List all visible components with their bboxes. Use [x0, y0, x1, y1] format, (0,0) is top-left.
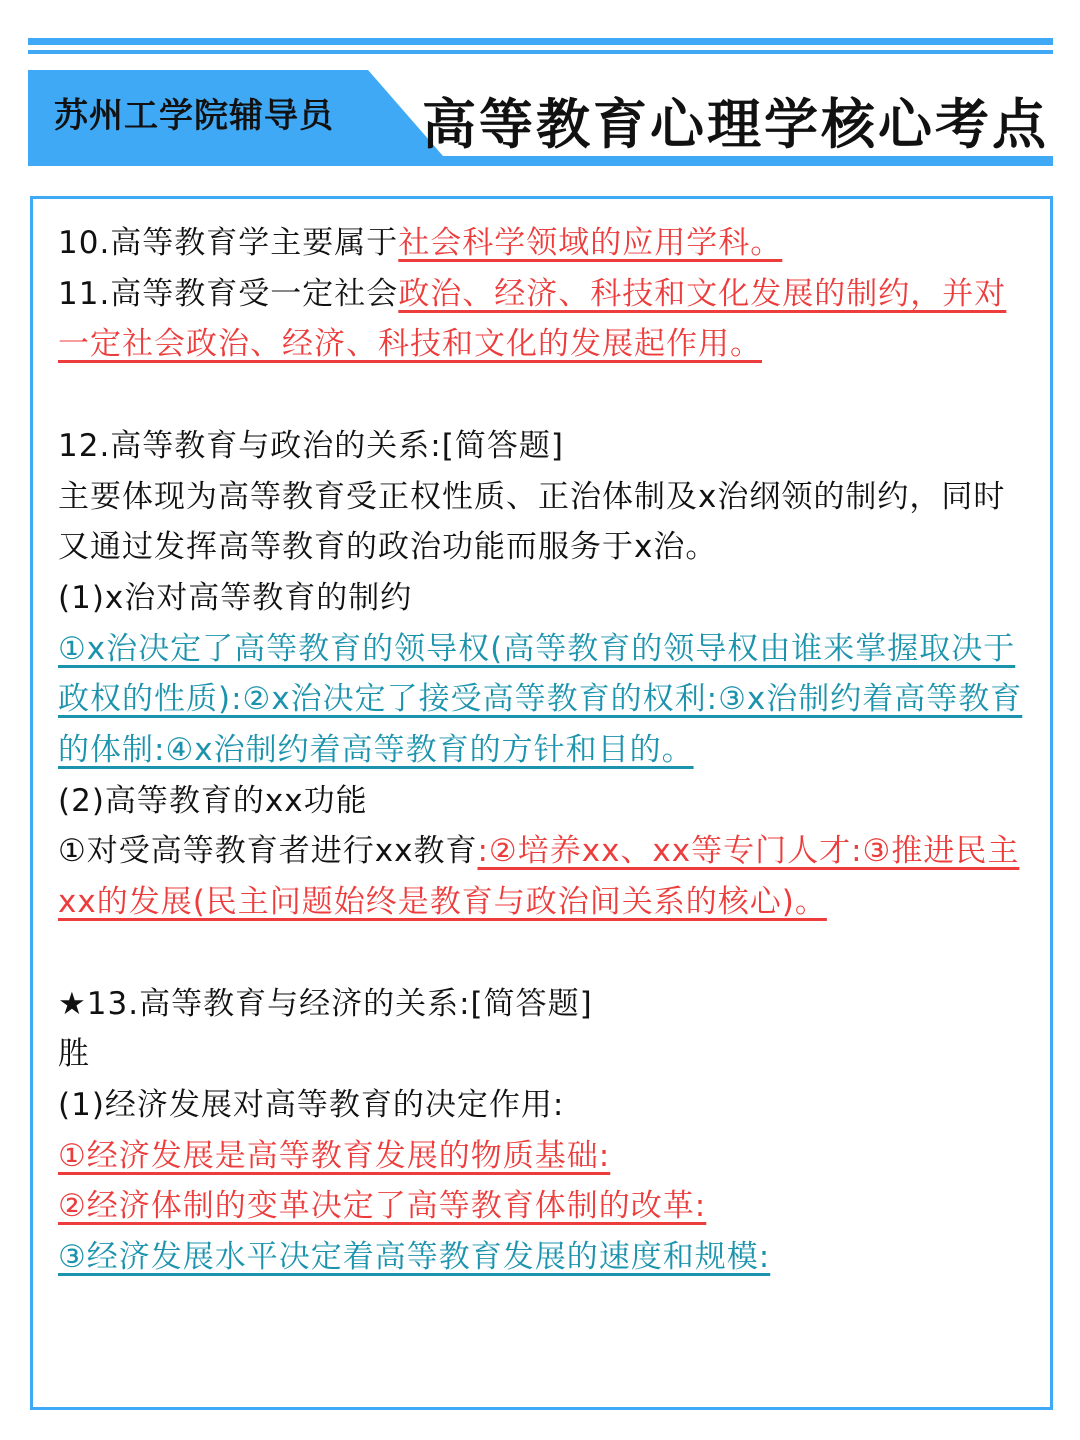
item-12-sub1-answer — [58, 624, 1028, 776]
item-12-sub2 — [58, 826, 1028, 927]
page-title: 高等教育心理学核心考点 — [422, 93, 1049, 156]
content-body — [58, 218, 1028, 1283]
item-13-note: 胜 — [58, 1036, 90, 1073]
item-11 — [58, 269, 1028, 370]
spacer — [58, 928, 1028, 979]
item-12-sub2-prefix: ①对受高等教育者进行xx教育 — [58, 833, 478, 870]
item-13-point-3-text: ③经济发展水平决定着高等教育发展的速度和规模: — [58, 1239, 771, 1276]
item-13-point-1-text: ①经济发展是高等教育发展的物质基础: — [58, 1137, 611, 1174]
top-stripe-thin — [28, 50, 1053, 54]
item-10 — [58, 218, 1028, 269]
item-10-answer: 社会科学领域的应用学科。 — [398, 225, 783, 261]
item-10-question: 10.高等教育学主要属于 — [58, 225, 399, 261]
item-13-point-2-text: ②经济体制的变革决定了高等教育体制的改革: — [58, 1188, 707, 1225]
item-13-title: ★13.高等教育与经济的关系:[简答题] — [58, 985, 593, 1022]
item-12-sub1-answer-text: ①x治决定了高等教育的领导权(高等教育的领导权由谁来掌握取决于政权的性质):②x治决定了接受高等教育的权利:③x治制约着高等教育的体制:④x治制约着高等教育的方针和目的。 — [58, 630, 1023, 769]
item-11-answer: 政治、经济、科技和文化发展的制约，并对一定社会政治、经济、科技和文化的发展起作用。 — [58, 275, 1007, 363]
item-11-question: 11.高等教育受一定社会 — [58, 275, 399, 312]
item-13-sub1-title: (1)经济发展对高等教育的决定作用: — [58, 1086, 565, 1123]
header-tag-label: 苏州工学院辅导员 — [54, 96, 334, 136]
item-12-intro: 主要体现为高等教育受正权性质、正治体制及x治纲领的制约，同时又通过发挥高等教育的政治功能而服务于x治。 — [58, 478, 1006, 566]
item-12-sub2-title: (2)高等教育的xx功能 — [58, 782, 368, 819]
item-12-sub1-title: (1)x治对高等教育的制约 — [58, 579, 413, 616]
top-stripe — [28, 38, 1053, 45]
item-13-point-1 — [58, 1131, 1028, 1182]
spacer — [58, 370, 1028, 421]
page-header — [28, 70, 1053, 166]
item-13-point-2 — [58, 1181, 1028, 1232]
item-12-sub2-answer: :②培养xx、xx等专门人才:③推进民主xx的发展(民主问题始终是教育与政治间关系的核心)。 — [58, 833, 1020, 921]
item-12-title: 12.高等教育与政治的关系:[简答题] — [58, 427, 564, 464]
item-13-point-3 — [58, 1232, 1028, 1283]
